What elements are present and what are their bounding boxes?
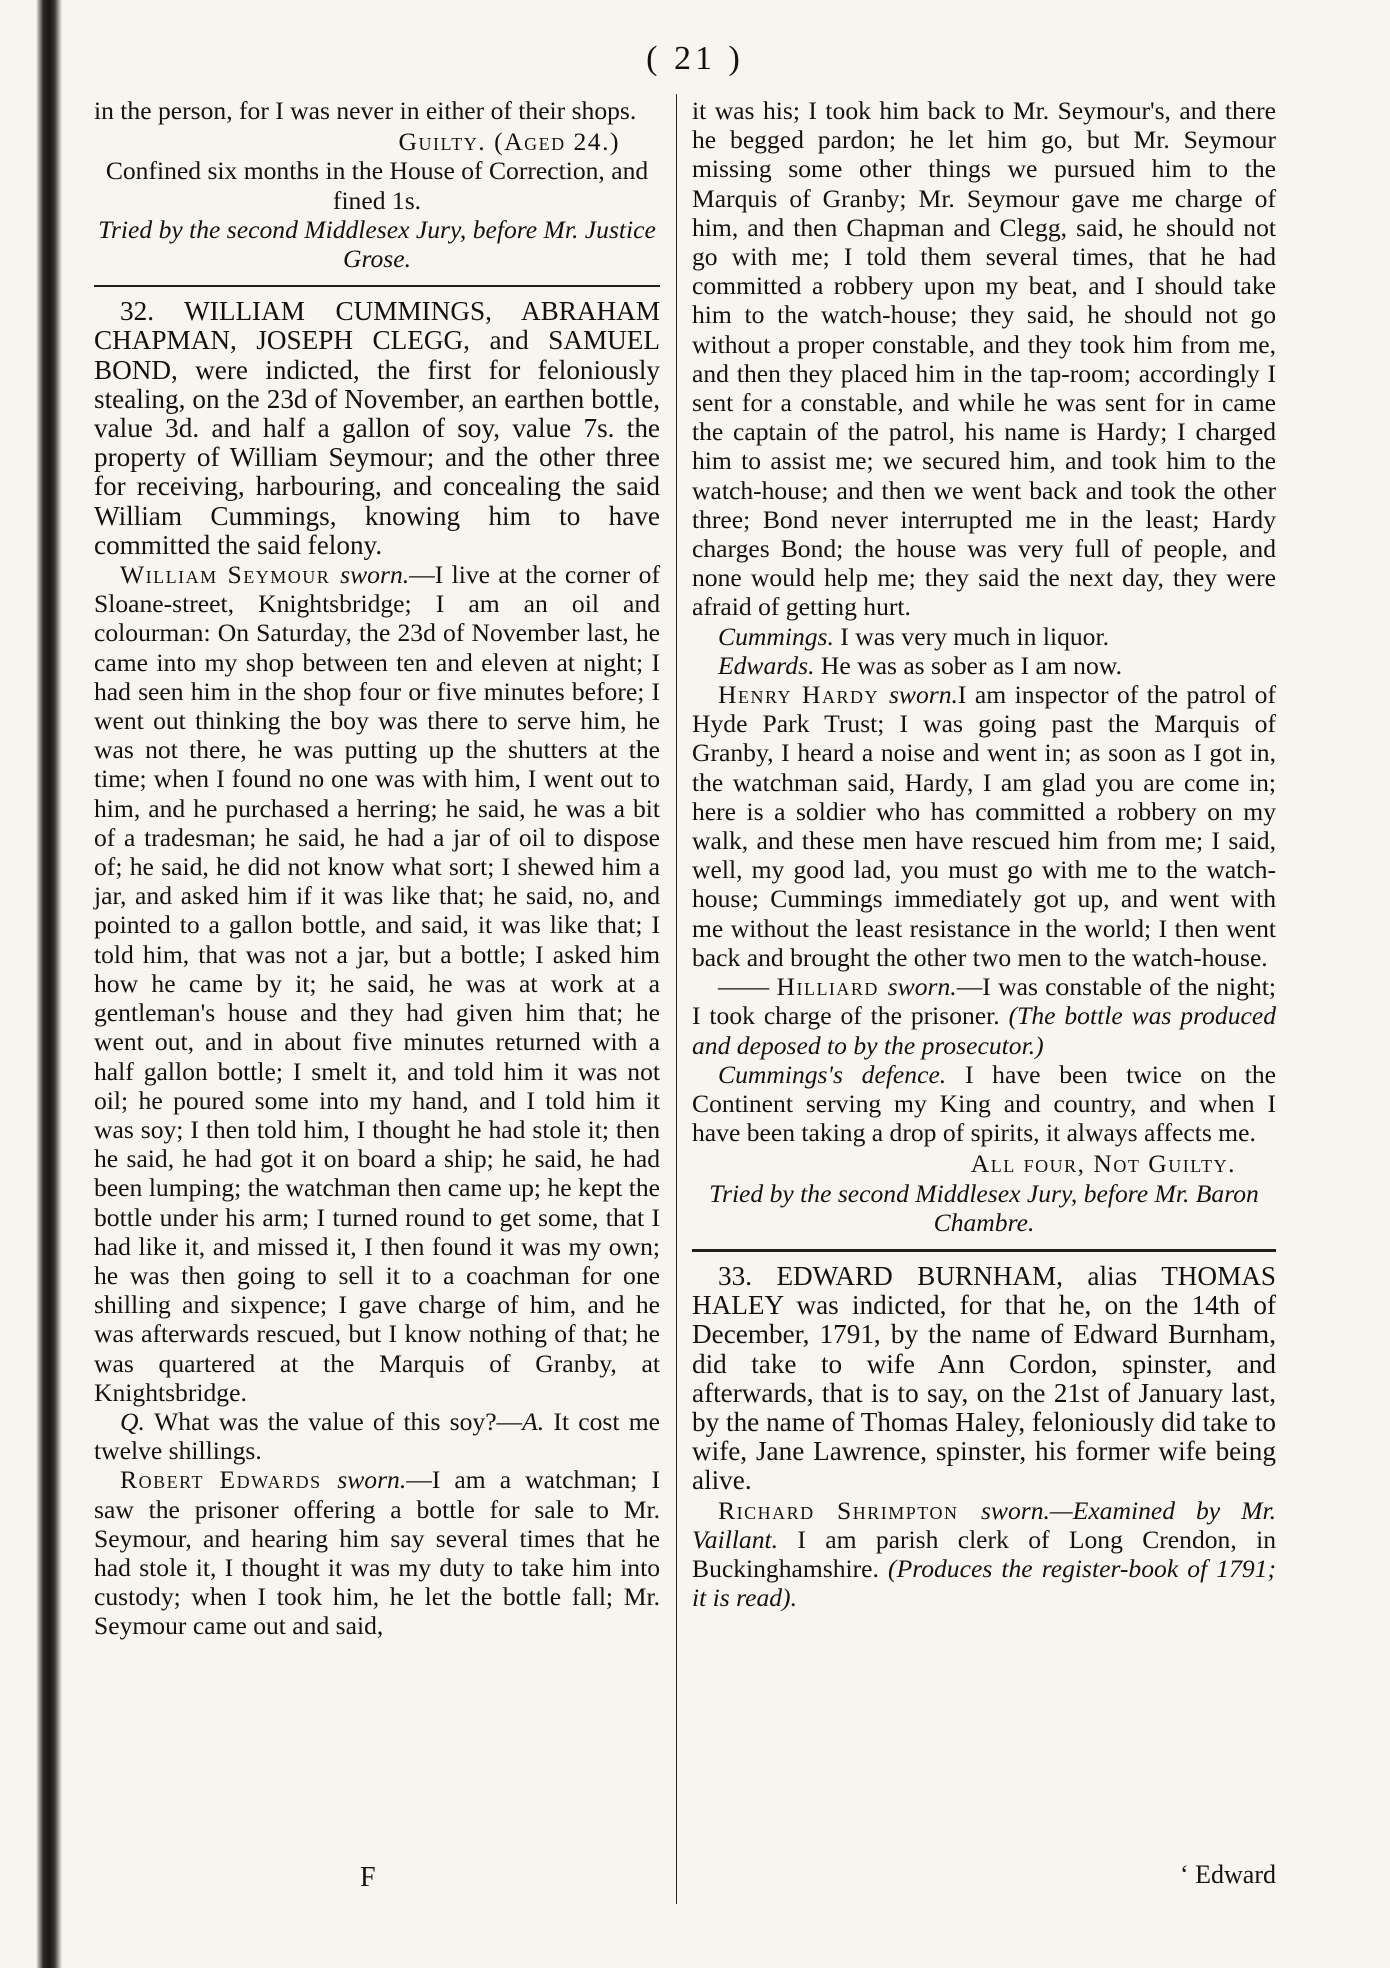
verdict: Guilty. (Aged 24.) xyxy=(398,127,620,157)
court-note: (The bottle was produced and deposed to by the prosecutor.) xyxy=(692,1001,1277,1060)
witness-name: William Seymour xyxy=(120,560,341,590)
trial-note: Tried by the second Middlesex Jury, before Mr. Baron Chambre. xyxy=(709,1178,1259,1237)
speaker-statement xyxy=(692,651,1276,680)
witness-testimony xyxy=(94,1465,660,1640)
sentence: Confined six months in the House of Correction, and fined 1s. xyxy=(105,156,649,215)
question-mark: Q. xyxy=(120,1406,155,1436)
sworn-mark: sworn. xyxy=(887,972,957,1002)
answer-text: It cost me twelve shillings. xyxy=(94,1406,660,1466)
testimony-text: —I am a watchman; I saw the prisoner offering a bottle for sale to Mr. Seymour, and hearing him say several times that he had stole it, I thought it was my duty to take him into custody; when I took him, he let the bottle fall; Mr. Seymour came out and said, xyxy=(94,1465,660,1641)
witness-testimony xyxy=(692,1496,1276,1613)
testimony-text: I am inspector of the patrol of Hyde Park Trust; I was going past the Marquis of Granby, I heard a noise and went in; as soon as I got in, the watchman said, Hardy, I am glad you are come in; here is a soldier who has committed a robbery on my walk, and these men have rescued him from me; I said, well, my good lad, you must go with me to the watch-house; Cummings immediately got up, and went with me without the least resistance in the world; I then went back and brought the other two men to the watch-house. xyxy=(692,680,1276,972)
testimony-text: I am parish clerk of Long Crendon, in Buckinghamshire. xyxy=(692,1524,1276,1583)
testimony-text: —I was constable of the night; I took charge of the prisoner. xyxy=(692,972,1276,1031)
speaker-statement xyxy=(692,622,1276,651)
paragraph: it was his; I took him back to Mr. Seymour's, and there he begged pardon; he let him go, but Mr. Seymour missing some other things we pursued him to the Marquis of Granby; Mr. Seymour gave me charge of him, and then Chapman and Clegg, said, he should not go with me; I told them several times, that he had committed a robbery upon my beat, and I should take him to the watch-house; they said, he should not go without a proper constable, and they took him from me, and then they placed him in the tap-room; accordingly I sent for a constable, and while he was sent for in came the captain of the patrol, his name is Hardy; I charged him to assist me; we secured him, and took him to the watch-house; and then we went back and took the other three; Bond never interrupted me in the least; Hardy charges Bond; the house was very full of people, and none would help me; they said the next day, they were afraid of getting hurt. xyxy=(692,96,1276,622)
section-rule xyxy=(94,285,660,287)
question-answer xyxy=(94,1407,660,1465)
witness-name: Hilliard xyxy=(776,972,888,1002)
section-rule xyxy=(692,1249,1276,1252)
sworn-mark: sworn. xyxy=(337,1465,407,1495)
court-note: (Produces the register-book of 1791; it is read). xyxy=(692,1553,1276,1613)
statement-text: He was as sober as I am now. xyxy=(820,650,1122,680)
trial-note: Tried by the second Middlesex Jury, before Mr. Justice Grose. xyxy=(98,214,656,274)
speaker-statement xyxy=(692,1060,1276,1148)
signature-mark: F xyxy=(360,1862,376,1893)
witness-name: Henry Hardy xyxy=(718,680,889,710)
right-column xyxy=(692,96,1276,1612)
column-divider xyxy=(676,94,677,1904)
dash: —— xyxy=(718,972,777,1002)
statement-text: I was very much in liquor. xyxy=(840,621,1109,651)
speaker-name: Edwards. xyxy=(718,650,821,680)
speaker-name: Cummings. xyxy=(718,621,841,651)
left-column xyxy=(94,96,660,1641)
sworn-mark: sworn.—Examined by Mr. Vaillant. xyxy=(692,1495,1276,1554)
answer-mark: A. xyxy=(522,1406,554,1436)
paragraph: in the person, for I was never in either of their shops. xyxy=(94,96,637,125)
case-heading: 32. WILLIAM CUMMINGS, ABRAHAM CHAPMAN, JOSEPH CLEGG, and SAMUEL BOND, were indicted, the first for feloniously stealing, on the 23d of November, an earthen bottle, value 3d. and half a gallon of soy, value 7s. the property of William Seymour; and the other three for receiving, harbouring, and concealing the said William Cummings, knowing him to have committed the said felony. xyxy=(94,296,660,560)
book-binding-edge xyxy=(0,0,62,1968)
testimony-text: —I live at the corner of Sloane-street, Knightsbridge; I am an oil and colourman: On Saturday, the 23d of November last, he came into my shop between ten and eleven at night; I had seen him in the shop four or five minutes before; I went out thinking the boy was there to serve him, he was not there, he was putting up the shutters at the time; when I found no one was with him, I went out to him, and he purchased a herring; he said, he was a bit of a tradesman; he said, he had a jar of oil to dispose of; he said, he did not know what sort; I shewed him a jar, and asked him if it was like that; he said, no, and pointed to a gallon bottle, and said, it was like that; I told him, that was not a jar, but a bottle; I asked him how he came by it; he said, he was at work at a gentleman's house and they had given him that; he went out, and in about five minutes returned with a half gallon bottle; I smelt it, and told him it was not oil; he poured some into my hand, and I told him it was soy; I then told him, I thought he had stole it; then he said, he had got it on board a ship; he said, he had been lumping; the watchman then came up; he kept the bottle under his arm; I turned round to get some, that I had like it, and missed it, I then found it was my own; he was then going to sell it to a coachman for one shilling and sixpence; I gave charge of him, and he was afterwards rescued, but I know nothing of that; he was quartered at the Marquis of Granby, at Knightsbridge. xyxy=(94,560,660,1407)
witness-name: Richard Shrimpton xyxy=(718,1495,981,1525)
speaker-name: Cummings's defence. xyxy=(718,1059,965,1089)
sworn-mark: sworn. xyxy=(888,680,958,710)
question-text: What was the value of this soy?— xyxy=(154,1406,523,1436)
verdict: All four, Not Guilty. xyxy=(970,1149,1236,1179)
case-heading: 33. EDWARD BURNHAM, alias THOMAS HALEY was indicted, for that he, on the 14th of December, 1791, by the name of Edward Burnham, did take to wife Ann Cordon, spinster, and afterwards, that is to say, on the 21st of January last, by the name of Thomas Haley, feloniously did take to wife, Jane Lawrence, spinster, his former wife being alive. xyxy=(692,1260,1276,1496)
witness-testimony xyxy=(94,560,660,1407)
witness-testimony xyxy=(692,972,1276,1060)
page-number: ( 21 ) xyxy=(646,40,744,77)
sworn-mark: sworn. xyxy=(340,560,410,590)
catchword: ‘ Edward xyxy=(1179,1860,1276,1889)
witness-testimony xyxy=(692,680,1276,972)
witness-name: Robert Edwards xyxy=(120,1465,338,1495)
statement-text: I have been twice on the Continent serving my King and country, and when I have been taking a drop of spirits, it always affects me. xyxy=(692,1059,1276,1148)
